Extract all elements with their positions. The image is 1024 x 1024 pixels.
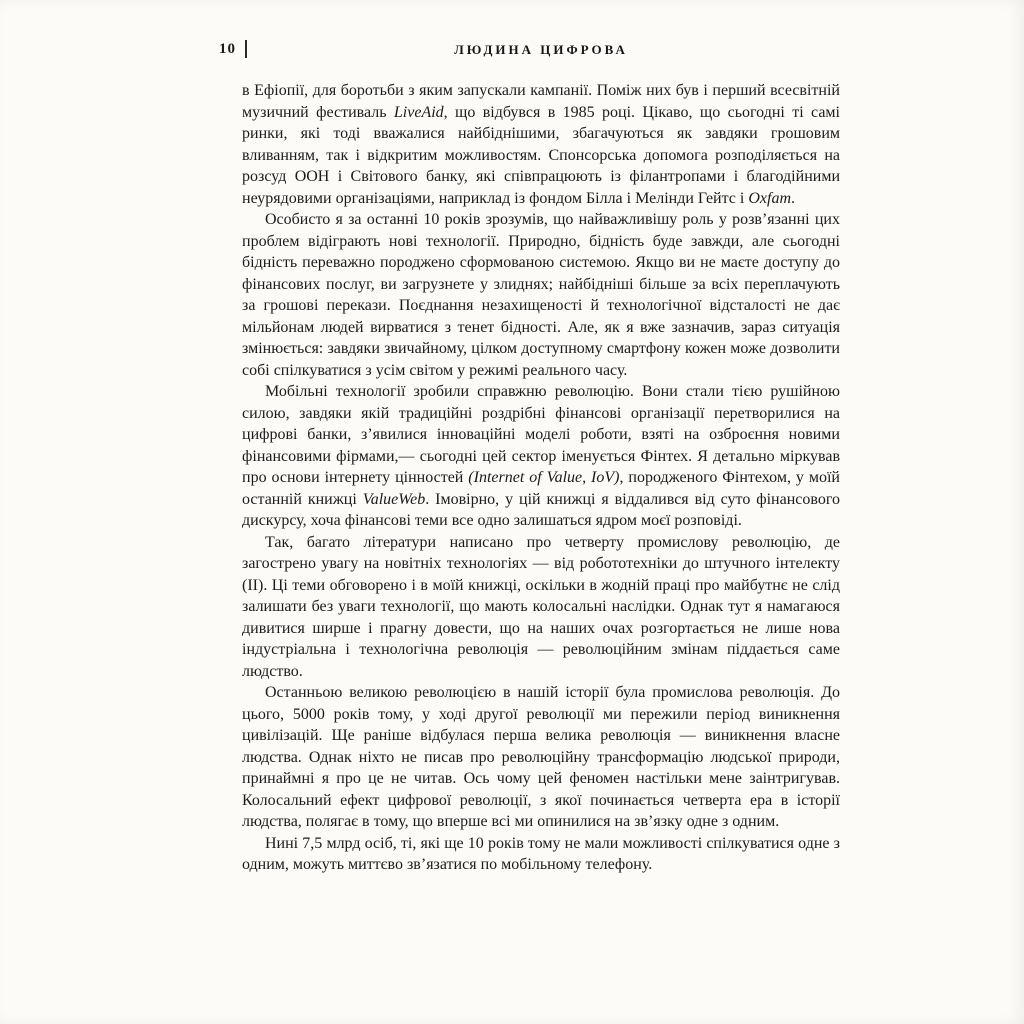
text-run: . xyxy=(791,189,795,207)
text-run: в Ефіопії, для боротьби з яким запускали кампанії. Поміж них був і перший всесвітній музичний фестиваль xyxy=(242,82,840,121)
text-run: Мобільні технології зробили справжню революцію. Вони стали тією рушійною силою, завдяки якій традиційні роздрібні фінансові організації перетворилися на цифрові банки, з’явилися інноваційні моделі роботи, взяті на озброєння новими фінансовими фірмами,— сьогодні цей сектор іменується Фінтех. Я детально міркував про основи інтернету цінностей xyxy=(242,383,840,486)
text-run: Особисто я за останні 10 років зрозумів, що найважливішу роль у розв’язанні цих проблем відіграють нові технології. Природно, бідність буде завжди, але сьогодні бідність переважно породжено сформованою системою. Якщо ви не маєте доступу до фінансових послуг, ви загрузнете у злиднях; найбідніші більше за всіх переплачують за грошові перекази. Поєднання незахищеності й технологічної відсталості не дає мільйонам людей вирватися з тенет бідності. Але, як я вже зазначив, зараз ситуація змінюється: завдяки звичайному, цілком доступному смартфону кожен може дозволити собі спілкуватися з усім світом у режимі реального часу. xyxy=(242,211,840,379)
page-body xyxy=(242,80,840,876)
paragraph xyxy=(242,209,840,381)
text-run: Останньою великою революцією в нашій історії була промислова революція. До цього, 5000 років тому, у ході другої революції ми пережили період виникнення цивілізацій. Ще раніше відбулася перша велика революція — виникнення власне людства. Однак ніхто не писав про революційну трансформацію людської природи, принаймні я про це не читав. Ось чому цей феномен настільки мене заінтригував. Колосальний ефект цифрової революції, з якої починається четверта ера в історії людства, полягає в тому, що вперше всі ми опинилися на зв’язку одне з одним. xyxy=(242,684,840,830)
page-number: 10 xyxy=(219,40,236,57)
running-title: ЛЮДИНА ЦИФРОВА xyxy=(454,42,628,57)
text-run: . Імовірно, у цій книжці я віддалився від суто фінансового дискурсу, хоча фінансові теми все одно залишаться ядром моєї розповіді. xyxy=(242,490,840,529)
paragraph xyxy=(242,833,840,876)
paragraph xyxy=(242,682,840,833)
text-run: Так, багато літератури написано про четверту промислову революцію, де загострено увагу на новітніх технологіях — від робототехніки до штучного інтелекту (ІІ). Ці теми обговорено і в моїй книжці, оскільки в жодній праці про майбутнє не слід залишати без уваги технології, що мають колосальні наслідки. Однак тут я намагаюся дивитися ширше і прагну довести, що на наших очах розгортається не лише нова індустріальна і технологічна революція — революційним змінам піддається саме людство. xyxy=(242,533,840,680)
paragraph xyxy=(242,532,840,683)
paragraph xyxy=(242,80,840,209)
text-run: Нині 7,5 млрд осіб, ті, які ще 10 років тому не мали можливості спілкуватися одне з одним, можуть миттєво зв’язатися по мобільному телефону. xyxy=(242,834,840,873)
text-run: , що відбувся в 1985 році. Цікаво, що сьогодні ті самі ринки, які тоді вважалися найбіднішими, збагачуються як завдяки грошовим вливанням, так і відкритим можливостям. Спонсорська допомога розподіляється на розсуд ООН і Світового банку, які співпрацюють із філантропами і благодійними неурядовими організаціями, наприклад із фондом Білла і Мелінди Гейтс і xyxy=(242,103,841,207)
italic-text-run: Oxfam xyxy=(748,189,791,207)
italic-text-run: ValueWeb xyxy=(362,490,426,508)
paragraph xyxy=(242,381,840,532)
page-header xyxy=(0,40,1024,64)
italic-text-run: LiveAid xyxy=(393,103,444,121)
italic-text-run: (Internet of Value, IoV) xyxy=(468,469,620,486)
text-run: , породженого Фінтехом, у моїй останній книжці xyxy=(242,469,840,508)
